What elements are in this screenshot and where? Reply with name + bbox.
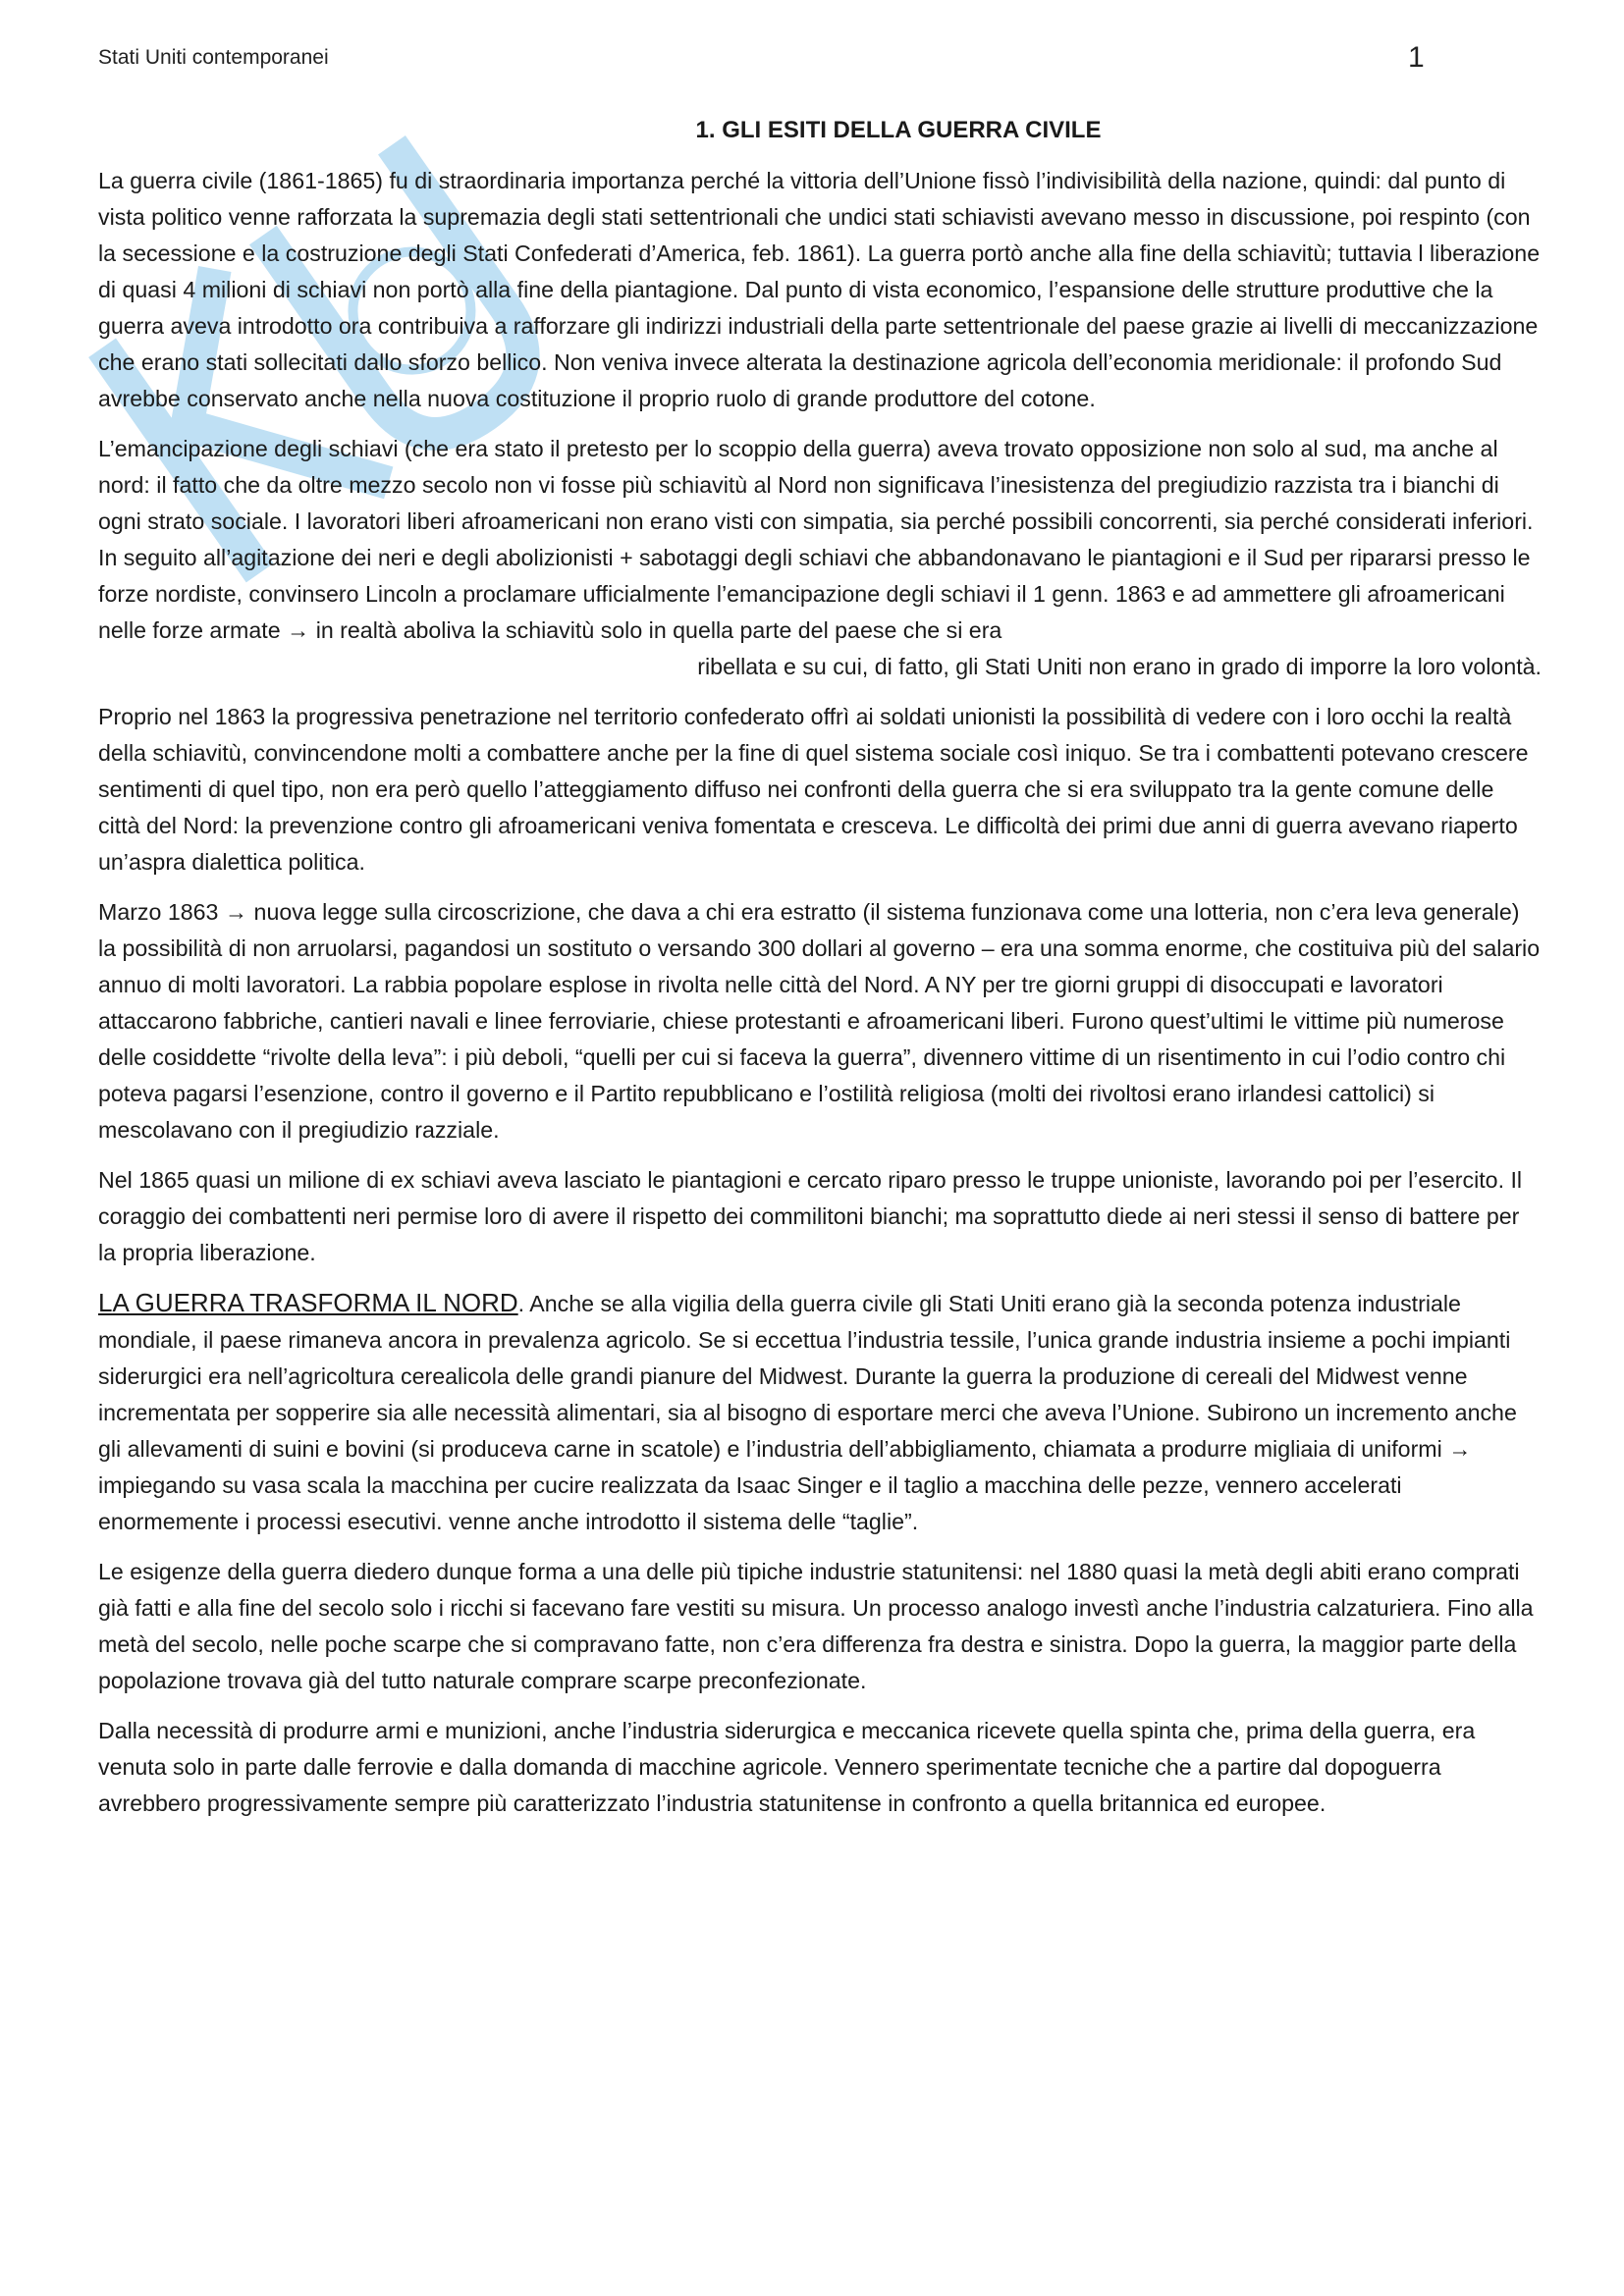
paragraph-3 [98,540,1542,649]
paragraph-4: Proprio nel 1863 la progressiva penetrazione nel territorio confederato offrì ai soldati unionisti la possibilità di vedere con i loro occhi la realtà della schiavitù, convincendone molti a combattere anche per la fine di quel sistema sociale così iniquo. Se tra i combattenti potevano crescere sentimenti di quel tipo, non era però quello l’atteggiamento diffuso nei confronti della guerra che si era sviluppato tra la gente comune delle città del Nord: la prevenzione contro gli afroamericani veniva fomentata e cresceva. Le difficoltà dei primi due anni di guerra avevano riaperto un’aspra dialettica politica. [98,704,1529,875]
paragraph-2: L’emancipazione degli schiavi (che era stato il pretesto per lo scoppio della guerra) aveva trovato opposizione non solo al sud, ma anche al nord: il fatto che da oltre mezzo secolo non vi fosse più schiavitù al Nord non significava l’inesistenza del pregiudizio razzista tra i bianchi di ogni strato sociale. I lavoratori liberi afroamericani non erano visti con simpatia, sia perché possibili concorrenti, sia perché considerati inferiori. [98,436,1534,534]
arrow-right-icon: → [287,617,310,643]
paragraph-5-text: nuova legge sulla circoscrizione, che dava a chi era estratto (il sistema funzionava come una lotteria, non c’era leva generale) la possibilità di non arruolarsi, pagandosi un sostituto o versando 300 dollari al governo – era una somma enorme, che costituiva più del salario annuo di molti lavoratori. La rabbia popolare esplose in rivolta nelle città del Nord. A NY per tre giorni gruppi di disoccupati e lavoratori attaccarono fabbriche, cantieri navali e linee ferroviarie, chiese protestanti e afroamericani liberi. Furono quest’ultimi le vittime più numerose delle cosiddette “rivolte della leva”: i più deboli, “quelli per cui si faceva la guerra”, divennero vittime di un risentimento in cui l’odio contro chi poteva pagarsi l’esenzione, contro il governo e il Partito repubblicano e l’ostilità religiosa (molti dei rivoltosi erano irlandesi cattolici) si mescolavano con il pregiudizio razziale. [98,899,1541,1143]
paragraph-7-text: . Anche se alla vigilia della guerra civile gli Stati Uniti erano già la seconda potenza industriale mondiale, il paese rimaneva ancora in prevalenza agricolo. Se si eccettua l’industria tessile, l’unica grande industria insieme a pochi impianti siderurgici era nell’agricoltura cerealicola delle grandi pianure del Midwest. Durante la guerra la produzione di cereali del Midwest venne incrementata per sopperire sia alle necessità alimentari, sia al bisogno di esportare merci che aveva l’Unione. Subirono un incremento anche gli allevamenti di suini e bovini (si produceva carne in scatole) e l’industria dell’abbigliamento, chiamata a produrre migliaia di uniformi [98,1291,1517,1462]
chapter-title: 1. GLI ESITI DELLA GUERRA CIVILE [695,117,1102,143]
paragraph-3-continuation: in realtà aboliva la schiavitù solo in quella parte del paese che si era [315,617,1002,643]
paragraph-1: La guerra civile (1861-1865) fu di straordinaria importanza perché la vittoria dell’Unione fissò l’indivisibilità della nazione, quindi: dal punto di vista politico venne rafforzata la supremazia degli stati settentrionali che undici stati schiavisti avevano messo in discussione, poi respinto (con la secessione e la costruzione degli Stati Confederati d’America, feb. 1861). La guerra portò anche alla fine della schiavitù; tuttavia l liberazione di quasi 4 milioni di schiavi non portò alla fine della piantagione. Dal punto di vista economico, l’espansione delle strutture produttive che la guerra aveva introdotto ora contribuiva a rafforzare gli indirizzi industriali della parte settentrionale del paese grazie ai livelli di meccanizzazione che erano stati sollecitati dallo sforzo bellico. Non veniva invece alterata la destinazione agricola dell’economia meridionale: il profondo Sud avrebbe conservato anche nella nuova costituzione il proprio ruolo di grande produttore del cotone. [98,168,1541,411]
paragraph-5-date: Marzo 1863 [98,899,219,925]
paragraph-7 [98,1285,1542,1540]
arrow-right-icon: → [224,899,248,925]
paragraph-3-right: ribellata e su cui, di fatto, gli Stati Uniti non erano in grado di imporre la loro volontà. [697,654,1542,679]
running-title: Stati Uniti contemporanei [98,46,329,69]
paragraph-5 [98,894,1542,1148]
document-body [98,116,1542,1836]
arrow-right-icon: → [1448,1436,1472,1462]
paragraph-8: Le esigenze della guerra diedero dunque forma a una delle più tipiche industrie statunitensi: nel 1880 quasi la metà degli abiti erano comprati già fatti e alla fine del secolo solo i ricchi si facevano fare vestiti su misura. Un processo analogo investì anche l’industria calzaturiera. Fino alla metà del secolo, nelle poche scarpe che si compravano fatte, non c’era differenza fra destra e sinistra. Dopo la guerra, la maggior parte della popolazione trovava già del tutto naturale comprare scarpe preconfezionate. [98,1559,1534,1693]
paragraph-3-text: In seguito all’agitazione dei neri e degli abolizionisti + sabotaggi degli schiavi che abbandonavano le piantagioni e il Sud per ripararsi presso le forze nordiste, convinsero Lincoln a proclamare ufficialmente l’emancipazione degli schiavi il 1 genn. 1863 e ad ammettere gli afroamericani nelle forze armate [98,545,1531,643]
paragraph-7-continuation: impiegando su vasa scala la macchina per cucire realizzata da Isaac Singer e il taglio a macchina delle pezze, vennero accelerati enormemente i processi esecutivi. venne anche introdotto il sistema delle “taglie”. [98,1472,1402,1534]
section-heading: LA GUERRA TRASFORMA IL NORD [98,1288,518,1317]
page-number: 1 [1408,41,1425,74]
paragraph-9: Dalla necessità di produrre armi e munizioni, anche l’industria siderurgica e meccanica ricevete quella spinta che, prima della guerra, era venuta solo in parte dalle ferrovie e dalla domanda di macchine agricole. Vennero sperimentate tecniche che a partire dal dopoguerra avrebbero progressivamente sempre più caratterizzato l’industria statunitense in confronto a quella britannica ed europee. [98,1718,1476,1816]
paragraph-6: Nel 1865 quasi un milione di ex schiavi aveva lasciato le piantagioni e cercato riparo presso le truppe unioniste, lavorando poi per l’esercito. Il coraggio dei combattenti neri permise loro di avere il rispetto dei commilitoni bianchi; ma soprattutto diede ai neri stessi il senso di battere per la propria liberazione. [98,1167,1523,1265]
